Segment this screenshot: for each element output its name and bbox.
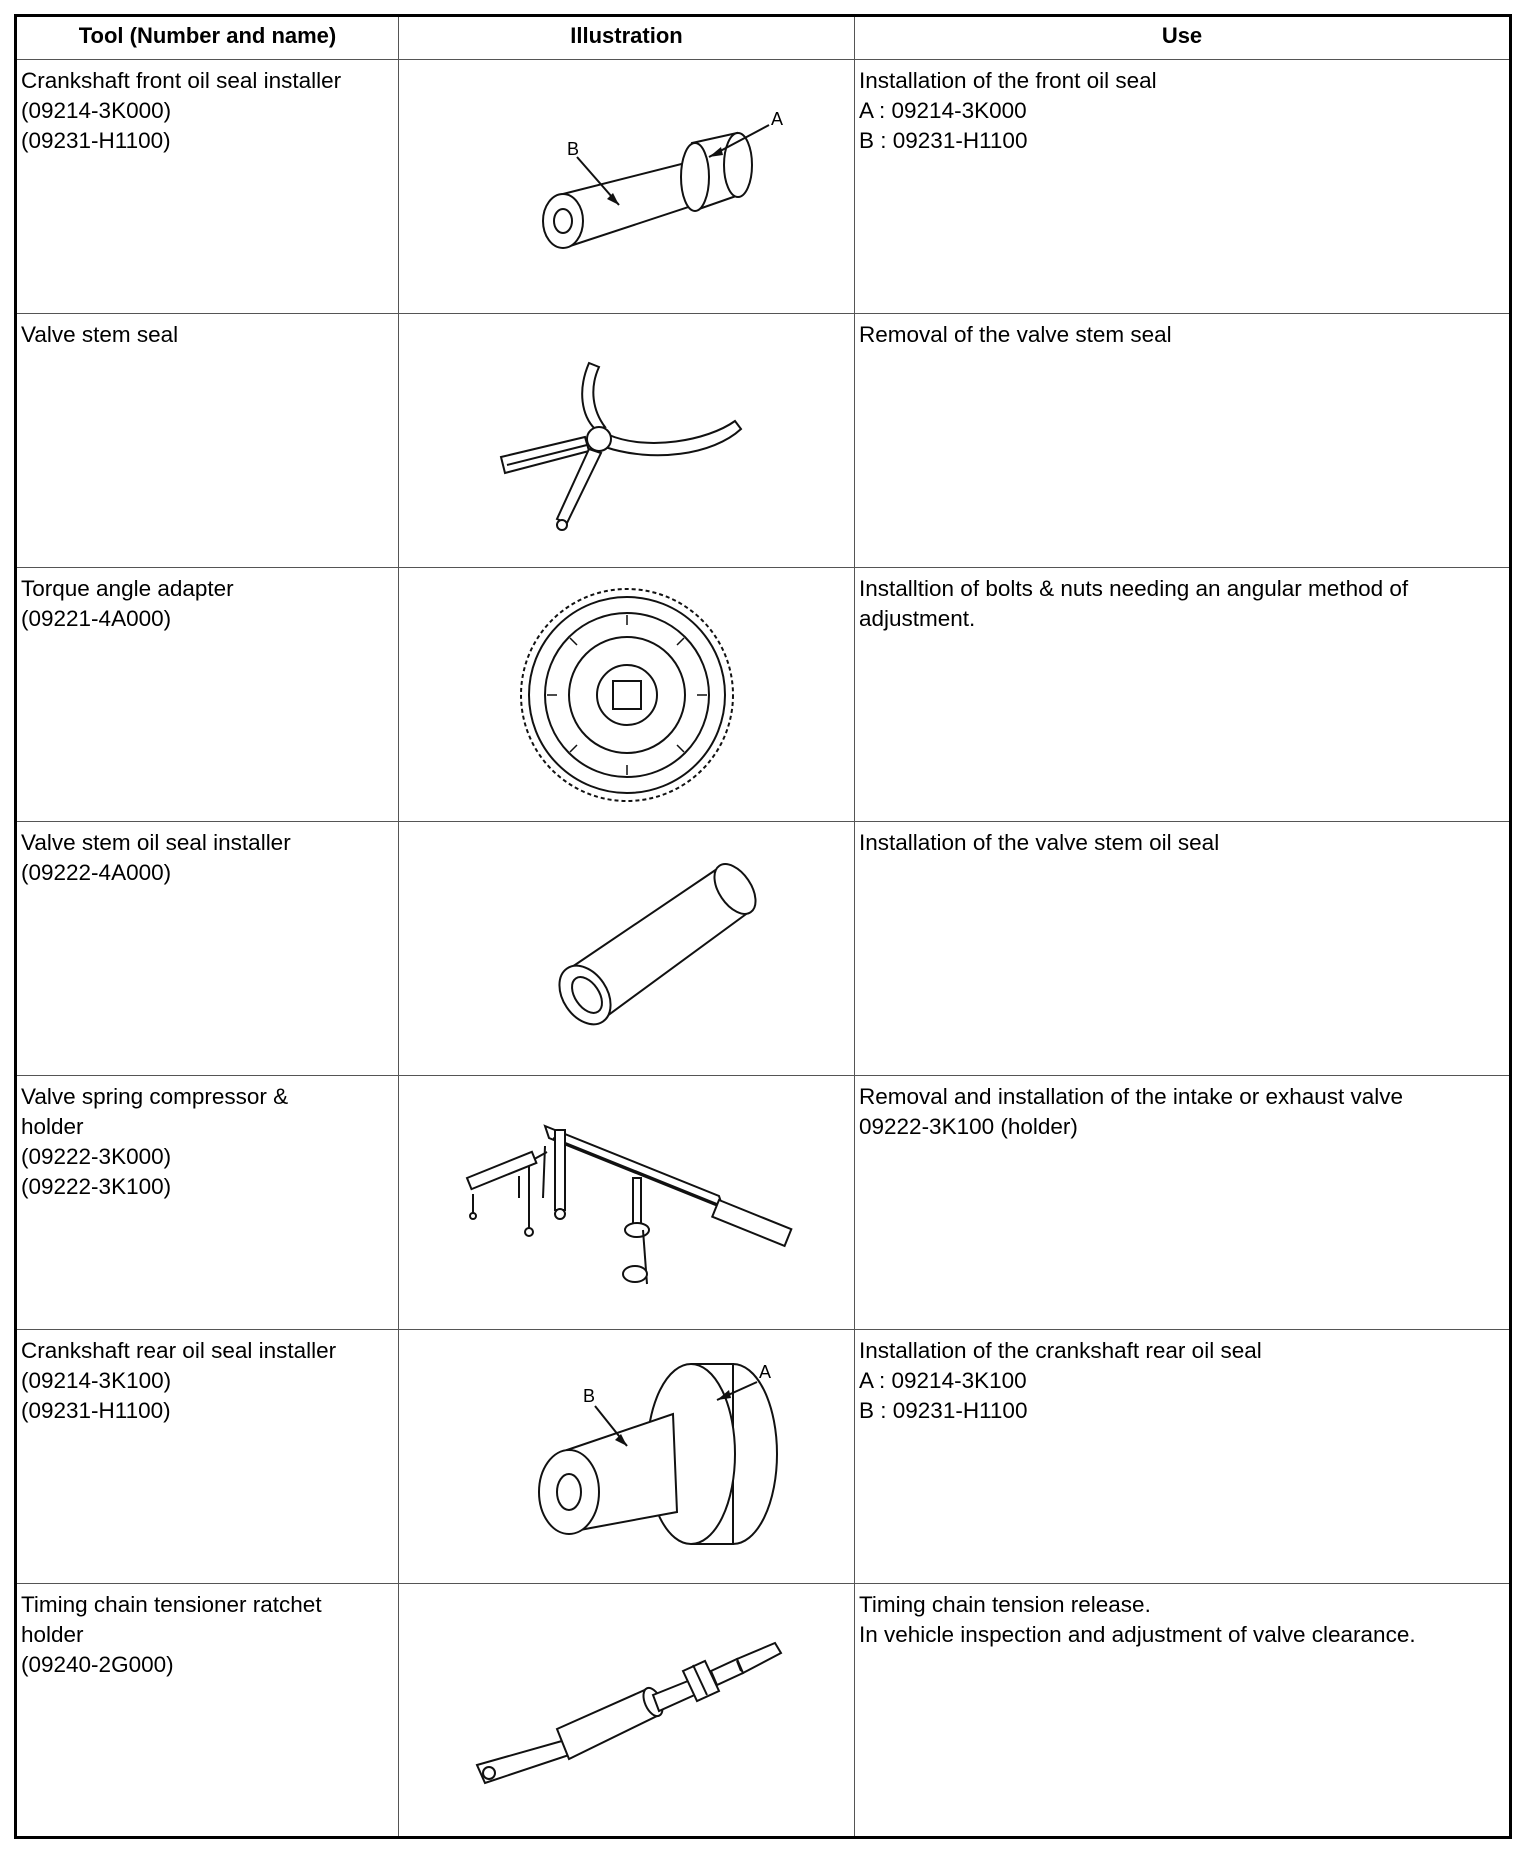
use-text: Removal of the valve stem seal xyxy=(859,322,1172,347)
illustration-cell xyxy=(398,568,854,821)
use-text: A : 09214-3K100 xyxy=(859,1368,1027,1393)
callout-b: B xyxy=(566,138,579,159)
tool-name: Valve spring compressor & xyxy=(21,1084,289,1109)
table-row xyxy=(17,313,1509,567)
use-text: B : 09231-H1100 xyxy=(859,128,1028,153)
front-oil-seal-installer-illustration xyxy=(477,77,783,297)
callout-a: A xyxy=(770,108,783,129)
use-cell xyxy=(854,1076,1509,1329)
header-tool: Tool (Number and name) xyxy=(78,23,337,48)
use-text: adjustment. xyxy=(859,606,976,631)
illustration-cell xyxy=(398,1584,854,1836)
use-cell xyxy=(854,1584,1509,1836)
table-header-row xyxy=(17,17,1509,59)
tool-cell xyxy=(17,60,398,313)
illustration-cell xyxy=(398,1330,854,1583)
tool-number: (09240-2G000) xyxy=(21,1652,174,1677)
tool-name: Torque angle adapter xyxy=(21,576,234,601)
tool-number: (09214-3K000) xyxy=(21,98,172,123)
table-row xyxy=(17,821,1509,1075)
tool-number: (09222-4A000) xyxy=(21,860,172,885)
use-cell xyxy=(854,822,1509,1075)
table-row xyxy=(17,1329,1509,1583)
tool-number: (09221-4A000) xyxy=(21,606,172,631)
tool-cell xyxy=(17,1330,398,1583)
illustration-cell xyxy=(398,60,854,313)
use-text: In vehicle inspection and adjustment of valve clearance. xyxy=(859,1622,1416,1647)
illustration-cell xyxy=(398,1076,854,1329)
tool-cell xyxy=(17,822,398,1075)
tool-cell xyxy=(17,568,398,821)
tool-name: holder xyxy=(21,1622,84,1647)
use-text: Installation of the crankshaft rear oil seal xyxy=(859,1338,1262,1363)
use-text: B : 09231-H1100 xyxy=(859,1398,1028,1423)
use-text: Timing chain tension release. xyxy=(859,1592,1151,1617)
torque-angle-adapter-illustration xyxy=(477,575,777,815)
illustration-cell xyxy=(398,822,854,1075)
illustration-cell xyxy=(398,314,854,567)
timing-chain-tensioner-holder-illustration xyxy=(457,1615,797,1805)
tool-cell xyxy=(17,1584,398,1836)
use-text: 09222-3K100 (holder) xyxy=(859,1114,1078,1139)
use-cell xyxy=(854,1330,1509,1583)
table-row xyxy=(17,59,1509,313)
header-illustration: Illustration xyxy=(398,17,854,59)
callout-a: A xyxy=(758,1361,771,1382)
rear-oil-seal-installer-illustration xyxy=(477,1342,777,1572)
use-text: Removal and installation of the intake or exhaust valve xyxy=(859,1084,1404,1109)
table-row xyxy=(17,1583,1509,1836)
tool-name: Crankshaft front oil seal installer xyxy=(21,68,342,93)
tool-number: (09222-3K000) xyxy=(21,1144,172,1169)
callout-b: B xyxy=(582,1385,595,1406)
use-text: Installtion of bolts & nuts needing an angular method of xyxy=(859,576,1409,601)
tool-number: (09214-3K100) xyxy=(21,1368,172,1393)
use-cell xyxy=(854,568,1509,821)
tool-name: holder xyxy=(21,1114,84,1139)
special-tools-table xyxy=(14,14,1512,1839)
use-text: Installation of the front oil seal xyxy=(859,68,1157,93)
table-row xyxy=(17,567,1509,821)
use-cell xyxy=(854,314,1509,567)
tool-number: (09231-H1100) xyxy=(21,128,171,153)
tool-name: Timing chain tensioner ratchet xyxy=(21,1592,322,1617)
header-use: Use xyxy=(854,17,1509,59)
valve-stem-seal-pliers-illustration xyxy=(477,331,777,551)
tool-cell xyxy=(17,1076,398,1329)
table-row xyxy=(17,1075,1509,1329)
tool-name: Valve stem oil seal installer xyxy=(21,830,291,855)
tool-name: Valve stem seal xyxy=(21,322,179,347)
valve-spring-compressor-illustration xyxy=(457,1098,797,1308)
tool-number: (09222-3K100) xyxy=(21,1174,172,1199)
use-text: A : 09214-3K000 xyxy=(859,98,1027,123)
tool-number: (09231-H1100) xyxy=(21,1398,171,1423)
valve-stem-oil-seal-installer-illustration xyxy=(477,839,777,1059)
use-cell xyxy=(854,60,1509,313)
tool-name: Crankshaft rear oil seal installer xyxy=(21,1338,337,1363)
use-text: Installation of the valve stem oil seal xyxy=(859,830,1220,855)
tool-cell xyxy=(17,314,398,567)
